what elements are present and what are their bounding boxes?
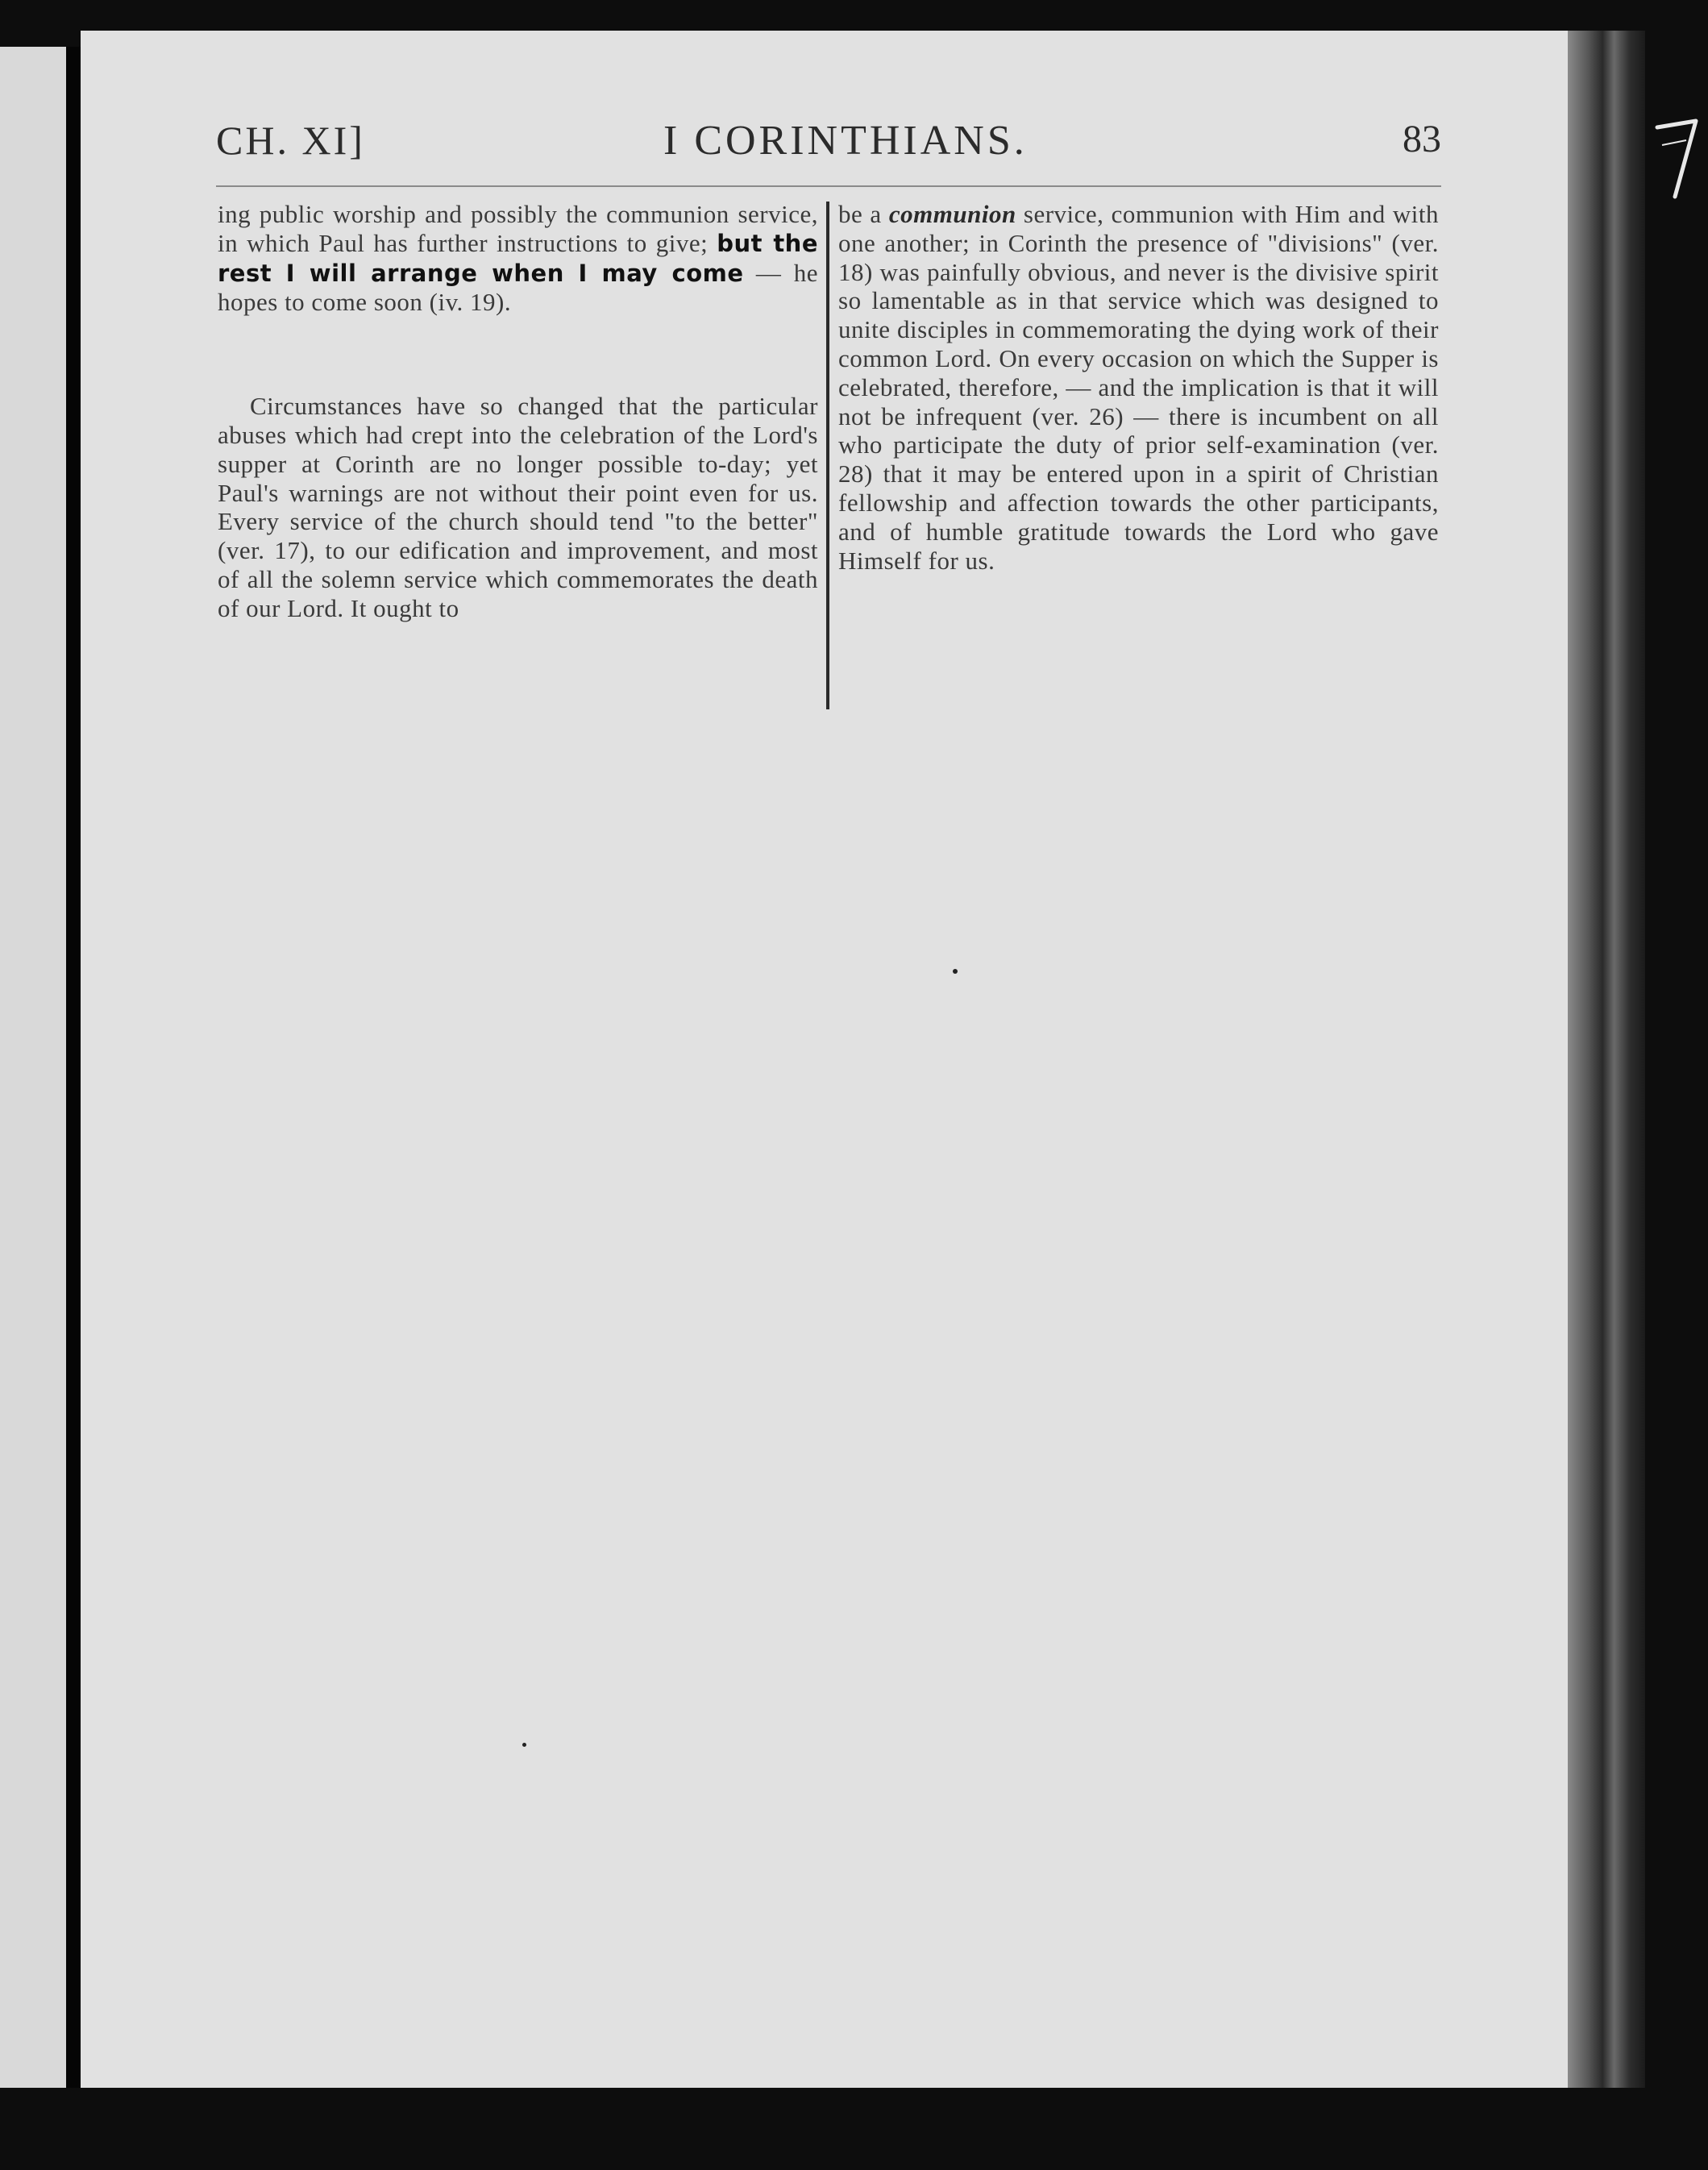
page-number: 83 — [1403, 118, 1441, 160]
paragraph-text: be a — [838, 200, 882, 228]
paragraph-text: — he hopes to come soon (iv. 19). — [218, 258, 819, 317]
paragraph-spacer — [218, 317, 818, 392]
scan-speck — [522, 1743, 526, 1747]
column-divider — [826, 202, 829, 709]
right-column — [838, 200, 1439, 575]
paragraph-text: ing public worship and possibly the communion service, in which Paul has further instructions to give; — [218, 200, 818, 257]
paragraph-continued — [218, 200, 818, 317]
scan-speck — [953, 969, 958, 974]
gutter-shadow — [66, 47, 81, 2088]
scripture-quote: but the rest I will arrange when I may come — [218, 229, 819, 287]
chapter-label: CH. XI] — [216, 118, 365, 163]
header-rule — [216, 185, 1441, 187]
emphasized-word: communion — [888, 200, 1016, 228]
margin-mark — [1654, 113, 1702, 202]
paragraph-continued — [838, 200, 1439, 575]
facing-page-edge — [0, 47, 66, 2088]
page-stack-edge — [1568, 31, 1645, 2088]
paragraph-text: service, communion with Him and with one another; in Corinth the presence of "divisions" (ver. 18) was painfully obvious, and never is the divisive spirit so lamentable as in that service which was designed to unite disciples in commemorating the dying work of their common Lord. On every occasion on which the Supper is celebrated, therefore, — and the implication is that it will not be infrequent (ver. 26) — there is incumbent on all who participate the duty of prior self-examination (ver. 28) that it may be entered upon in a spirit of Christian fellowship and affection towards the other participants, and of humble gratitude towards the Lord who gave Himself for us. — [838, 200, 1440, 575]
left-column — [218, 200, 818, 623]
running-head — [216, 117, 1441, 173]
paragraph: Circumstances have so changed that the particular abuses which had crept into the celebration of the Lord's supper at Corinth are no longer possible to-day; yet Paul's warnings are not without their point even for us. Every service of the church should tend "to the better" (ver. 17), to our edification and improvement, and most of all the solemn service which commemorates the death of our Lord. It ought to — [218, 392, 818, 622]
book-title: I CORINTHIANS. — [663, 118, 1028, 164]
scan-border — [1645, 97, 1708, 2031]
